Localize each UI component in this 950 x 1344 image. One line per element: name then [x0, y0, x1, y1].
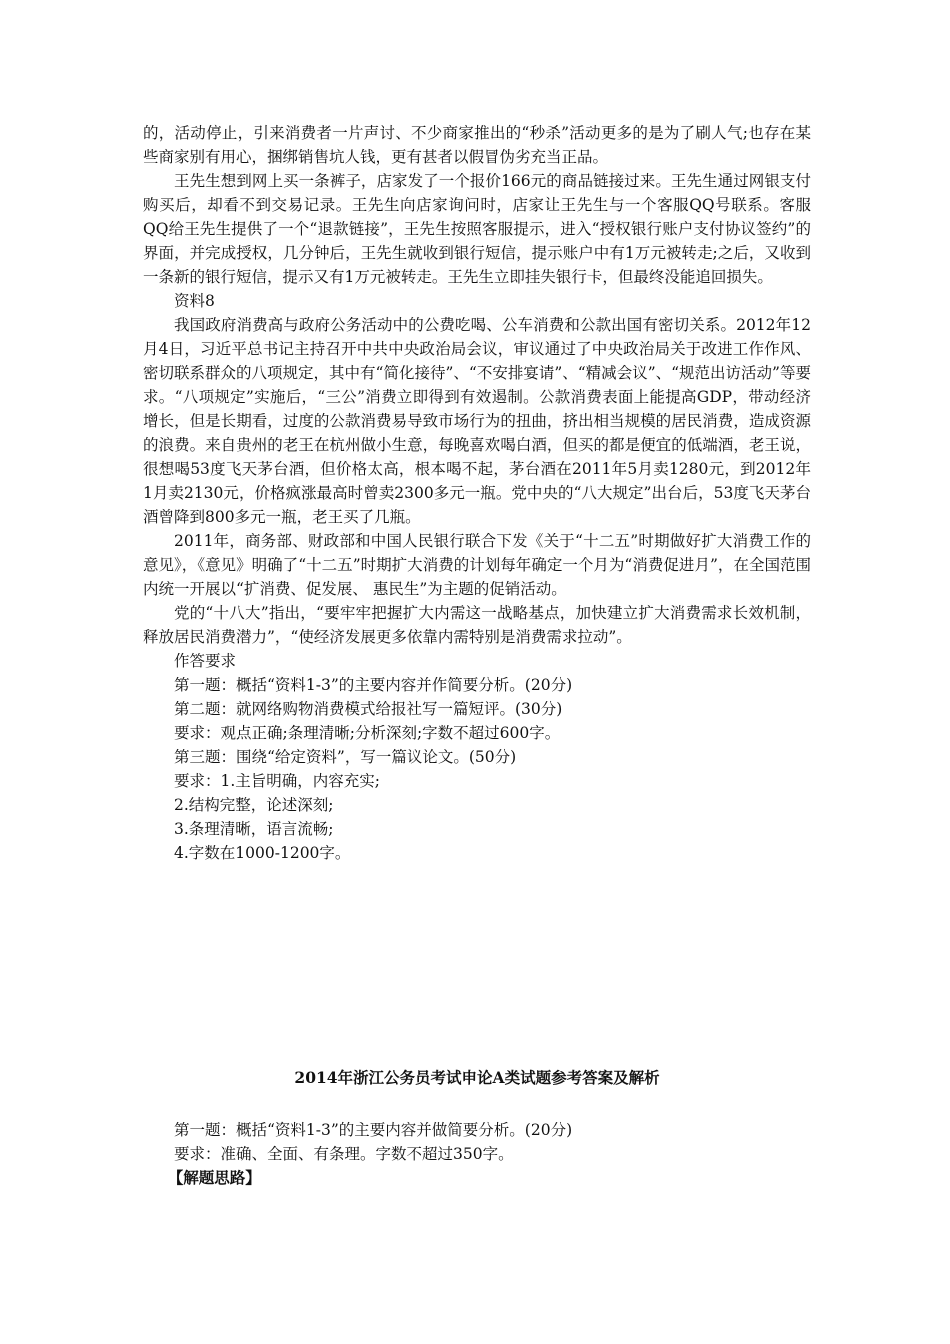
- answer-section: [143, 1118, 811, 1190]
- paragraph-material8-3: 党的“十八大”指出，“要牢牢把握扩大内需这一战略基点，加快建立扩大消费需求长效机制，释放居民消费潜力”，“使经济发展更多依靠内需特别是消费需求拉动”。: [143, 604, 811, 646]
- question-3: 第三题：围绕“给定资料”，写一篇议论文。(50分): [174, 748, 517, 766]
- answer-question-1-requirement: 要求：准确、全面、有条理。字数不超过350字。: [174, 1145, 514, 1163]
- question-3-requirement-3: 3.条理清晰，语言流畅;: [174, 820, 334, 838]
- thinking-heading: 【解题思路】: [167, 1168, 261, 1187]
- material8-heading: 资料8: [174, 292, 215, 310]
- question-3-requirement-4: 4.字数在1000-1200字。: [174, 844, 351, 862]
- question-2-requirement: 要求：观点正确;条理清晰;分析深刻;字数不超过600字。: [174, 724, 561, 742]
- answer-section-title: 2014年浙江公务员考试申论A类试题参考答案及解析: [294, 1068, 660, 1087]
- document-body: [143, 121, 811, 865]
- question-3-requirement-1: 要求：1.主旨明确，内容充实;: [174, 772, 381, 790]
- answer-question-1: 第一题：概括“资料1-3”的主要内容并做简要分析。(20分): [174, 1121, 573, 1139]
- paragraph-mr-wang-case: 王先生想到网上买一条裤子，店家发了一个报价166元的商品链接过来。王先生通过网银支付购买后，却看不到交易记录。王先生向店家询问时，店家让王先生与一个客服QQ号联系。客服QQ给王先生提供了一个“退款链接”，王先生按照客服提示，进入“授权银行账户支付协议签约”的界面，并完成授权，几分钟后，王先生就收到银行短信，提示账户中有1万元被转走;之后，又收到一条新的银行短信，提示又有1万元被转走。王先生立即挂失银行卡，但最终没能追回损失。: [143, 172, 811, 286]
- question-1: 第一题：概括“资料1-3”的主要内容并作简要分析。(20分): [174, 676, 573, 694]
- paragraph-material7-tail: 的，活动停止，引来消费者一片声讨、不少商家推出的“秒杀”活动更多的是为了刷人气;也存在某些商家别有用心，捆绑销售坑人钱，更有甚者以假冒伪劣充当正品。: [143, 124, 811, 166]
- question-3-requirement-2: 2.结构完整，论述深刻;: [174, 796, 334, 814]
- requirements-heading: 作答要求: [174, 652, 237, 670]
- paragraph-material8-2: 2011年，商务部、财政部和中国人民银行联合下发《关于“十二五”时期做好扩大消费工作的意见》，《意见》明确了“十二五”时期扩大消费的计划每年确定一个月为“消费促进月”，在全国范围内统一开展以“扩消费、促发展、 惠民生”为主题的促销活动。: [143, 532, 811, 598]
- question-2: 第二题：就网络购物消费模式给报社写一篇短评。(30分): [174, 700, 563, 718]
- paragraph-material8-1: 我国政府消费高与政府公务活动中的公费吃喝、公车消费和公款出国有密切关系。2012年12月4日，习近平总书记主持召开中共中央政治局会议，审议通过了中央政治局关于改进工作作风、密切联系群众的八项规定，其中有“简化接待”、“不安排宴请”、“精减会议”、“规范出访活动”等要求。“八项规定”实施后，“三公”消费立即得到有效遏制。公款消费表面上能提高GDP，带动经济增长，但是长期看，过度的公款消费易导致市场行为的扭曲，挤出相当规模的居民消费，造成资源的浪费。来自贵州的老王在杭州做小生意，每晚喜欢喝白酒，但买的都是便宜的低端酒，老王说，很想喝53度飞天茅台酒，但价格太高，根本喝不起，茅台酒在2011年5月卖1280元，到2012年1月卖2130元，价格疯涨最高时曾卖2300多元一瓶。党中央的“八大规定”出台后，53度飞天茅台酒曾降到800多元一瓶，老王买了几瓶。: [143, 316, 811, 526]
